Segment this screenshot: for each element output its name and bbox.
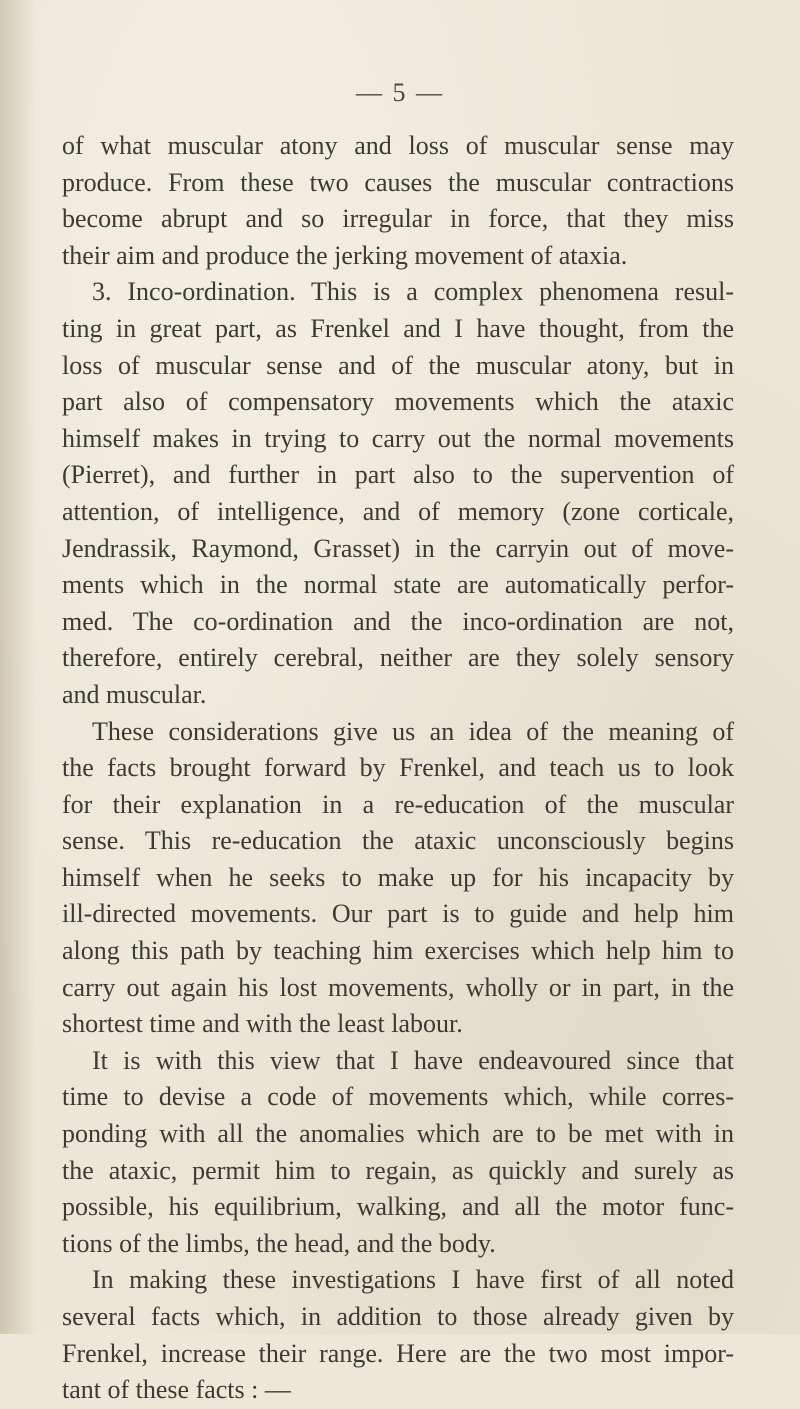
text-line: himself makes in trying to carry out the normal movements (62, 423, 734, 453)
text-line: ments which in the normal state are automatically perfor- (62, 570, 734, 600)
text-line: and muscular. (62, 679, 207, 709)
text-line: along this path by teaching him exercises which help him to (62, 936, 734, 966)
text-line: tant of these facts : — (62, 1375, 291, 1405)
text-line: himself when he seeks to make up for his incapacity by (62, 862, 734, 892)
text-line: time to devise a code of movements which, while corres- (62, 1082, 734, 1112)
text-line: 3. Inco-ordination. This is a complex phenomena resul- (92, 277, 734, 307)
text-line: tions of the limbs, the head, and the body. (62, 1228, 496, 1258)
text-line: Jendrassik, Raymond, Grasset) in the carryin out of move- (62, 533, 734, 563)
text-line: for their explanation in a re-education of the muscular (62, 789, 734, 819)
text-line: several facts which, in addition to those already given by (62, 1302, 734, 1331)
text-line: the ataxic, permit him to regain, as quickly and surely as (62, 1155, 734, 1185)
text-line: carry out again his lost movements, wholly or in part, in the (62, 972, 734, 1002)
page-gutter-shadow (0, 0, 36, 1334)
text-line: ponding with all the anomalies which are to be met with in (62, 1119, 734, 1149)
text-line: ting in great part, as Frenkel and I have thought, from the (62, 313, 734, 343)
body-text (62, 128, 734, 1409)
text-line: Frenkel, increase their range. Here are the two most impor- (62, 1338, 734, 1368)
text-line: med. The co-ordination and the inco-ordination are not, (62, 606, 734, 636)
text-line: produce. From these two causes the muscular contractions (62, 167, 734, 197)
text-line: These considerations give us an idea of the meaning of (92, 716, 734, 746)
text-line: of what muscular atony and loss of muscular sense may (62, 131, 734, 160)
text-line: attention, of intelligence, and of memory (zone corticale, (62, 496, 734, 526)
text-line: part also of compensatory movements which the ataxic (62, 387, 734, 417)
text-line: shortest time and with the least labour. (62, 1009, 463, 1039)
text-line: their aim and produce the jerking movement of ataxia. (62, 240, 628, 270)
text-line: loss of muscular sense and of the muscular atony, but in (62, 350, 734, 380)
text-line: ill-directed movements. Our part is to guide and help him (62, 899, 734, 929)
text-line: In making these investigations I have first of all noted (92, 1265, 734, 1295)
page-number: — 5 — (356, 78, 444, 107)
text-line: become abrupt and so irregular in force, that they miss (62, 204, 734, 234)
text-line: the facts brought forward by Frenkel, and teach us to look (62, 753, 734, 783)
text-line: possible, his equilibrium, walking, and all the motor func- (62, 1192, 734, 1222)
text-line: It is with this view that I have endeavoured since that (92, 1045, 734, 1075)
text-line: therefore, entirely cerebral, neither are they solely sensory (62, 643, 734, 673)
text-line: (Pierret), and further in part also to the supervention of (62, 460, 734, 490)
text-line: sense. This re-education the ataxic unconsciously begins (62, 826, 734, 856)
